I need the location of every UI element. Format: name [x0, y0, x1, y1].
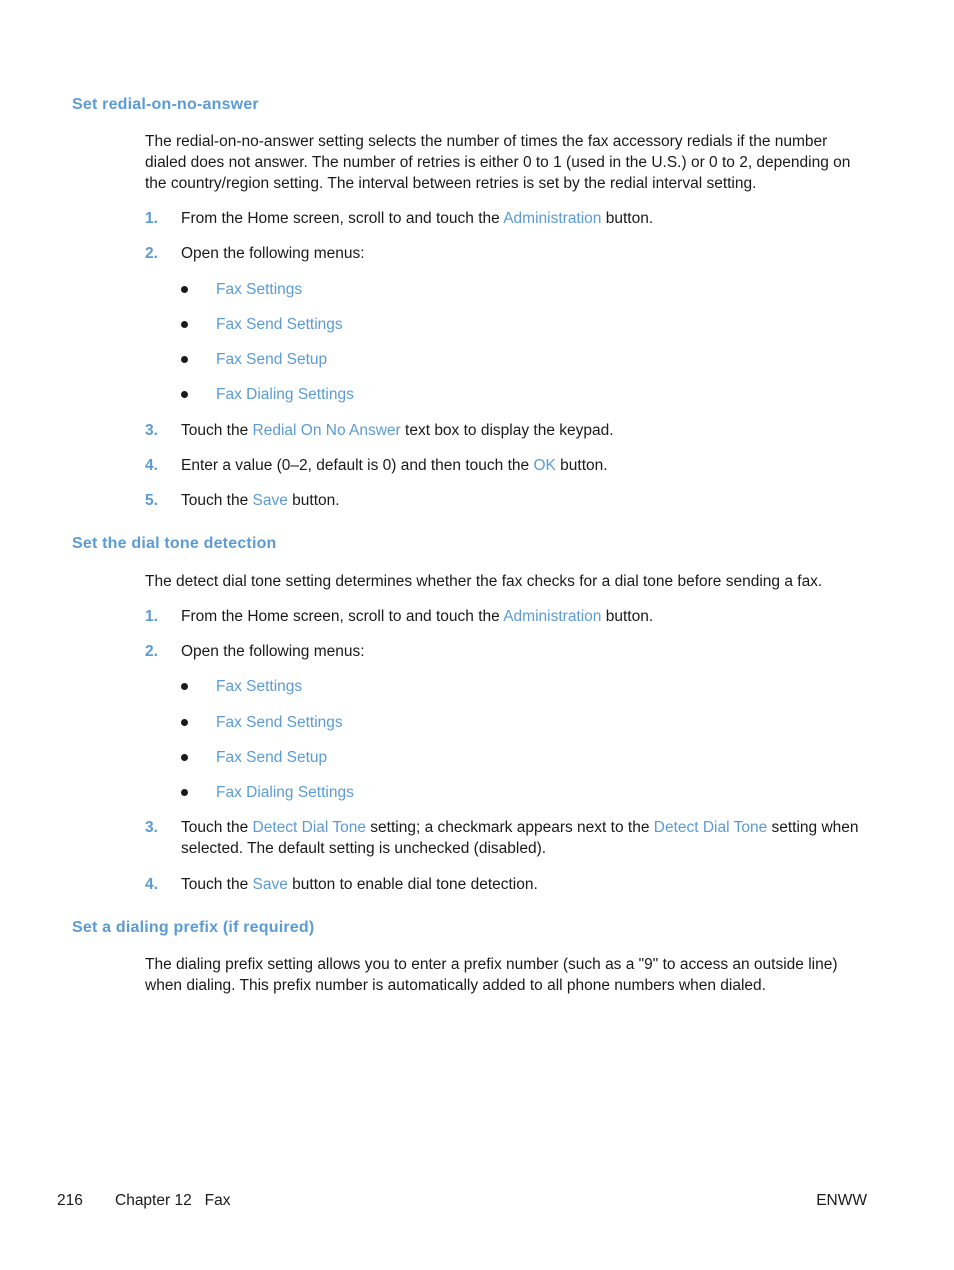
bullet-dot	[181, 356, 188, 363]
bullet-dot	[181, 391, 188, 398]
ui-term: Save	[252, 876, 288, 893]
menu-item: Fax Settings	[180, 676, 302, 697]
ui-term: OK	[533, 457, 556, 474]
chapter-label: Chapter 12 Fax	[115, 1192, 231, 1209]
footer-code: ENWW	[816, 1192, 867, 1209]
section-intro-dialing-prefix: The dialing prefix setting allows you to enter a prefix number (such as a "9" to access an outside line) when dialing. This prefix number is automatically added to all phone numbers when dialed.	[145, 956, 838, 994]
step-4: 4. Enter a value (0–2, default is 0) and then touch the OK button.	[145, 457, 608, 474]
step-1: 1. From the Home screen, scroll to and touch the Administration button.	[145, 608, 654, 625]
bullet-dot	[181, 789, 188, 796]
ui-term: Detect Dial Tone	[653, 819, 768, 836]
bullet-dot	[181, 683, 188, 690]
step-3: 3. Touch the Detect Dial Tone setting; a checkmark appears next to the Detect Dial Tone setting when selected. The default setting is unchecked (disabled).	[145, 819, 859, 857]
section-heading-redial: Set redial-on-no-answer	[72, 96, 259, 113]
step-2: 2. Open the following menus:	[145, 245, 365, 262]
bullet-dot	[181, 719, 188, 726]
section-intro-redial: The redial-on-no-answer setting selects the number of times the fax accessory redials if the number dialed does not answer. The number of retries is either 0 to 1 (used in the U.S.) or 0 to 2, depending on the country/region setting. The interval between retries is set by the redial interval setting.	[145, 133, 851, 192]
menu-item: Fax Dialing Settings	[180, 384, 354, 405]
step-number: 4.	[145, 457, 158, 474]
step-5: 5. Touch the Save button.	[145, 492, 340, 509]
step-1: 1. From the Home screen, scroll to and touch the Administration button.	[145, 210, 654, 227]
menu-item: Fax Send Settings	[180, 314, 343, 335]
ui-term: Administration	[503, 210, 602, 227]
menu-item: Fax Settings	[180, 279, 302, 300]
page-number: 216	[57, 1192, 83, 1209]
menu-item: Fax Send Setup	[180, 349, 327, 370]
section-intro-dial-tone: The detect dial tone setting determines whether the fax checks for a dial tone before sending a fax.	[145, 573, 823, 590]
bullet-dot	[181, 286, 188, 293]
step-3: 3. Touch the Redial On No Answer text box to display the keypad.	[145, 422, 614, 439]
bullet-dot	[181, 321, 188, 328]
ui-term: Redial On No Answer	[252, 422, 401, 439]
bullet-dot	[181, 754, 188, 761]
menu-item: Fax Dialing Settings	[180, 782, 354, 803]
step-number: 3.	[145, 819, 158, 836]
ui-term: Detect Dial Tone	[252, 819, 366, 836]
step-number: 1.	[145, 608, 158, 625]
step-number: 3.	[145, 422, 158, 439]
menu-item: Fax Send Setup	[180, 747, 327, 768]
ui-term: Administration	[503, 608, 602, 625]
ui-term: Save	[252, 492, 288, 509]
step-number: 5.	[145, 492, 158, 509]
step-number: 4.	[145, 876, 158, 893]
step-number: 1.	[145, 210, 158, 227]
menu-item: Fax Send Settings	[180, 712, 343, 733]
section-heading-dial-tone: Set the dial tone detection	[72, 535, 277, 552]
section-heading-dialing-prefix: Set a dialing prefix (if required)	[72, 919, 315, 936]
step-2: 2. Open the following menus:	[145, 643, 365, 660]
step-number: 2.	[145, 643, 158, 660]
step-4: 4. Touch the Save button to enable dial tone detection.	[145, 876, 538, 893]
step-number: 2.	[145, 245, 158, 262]
